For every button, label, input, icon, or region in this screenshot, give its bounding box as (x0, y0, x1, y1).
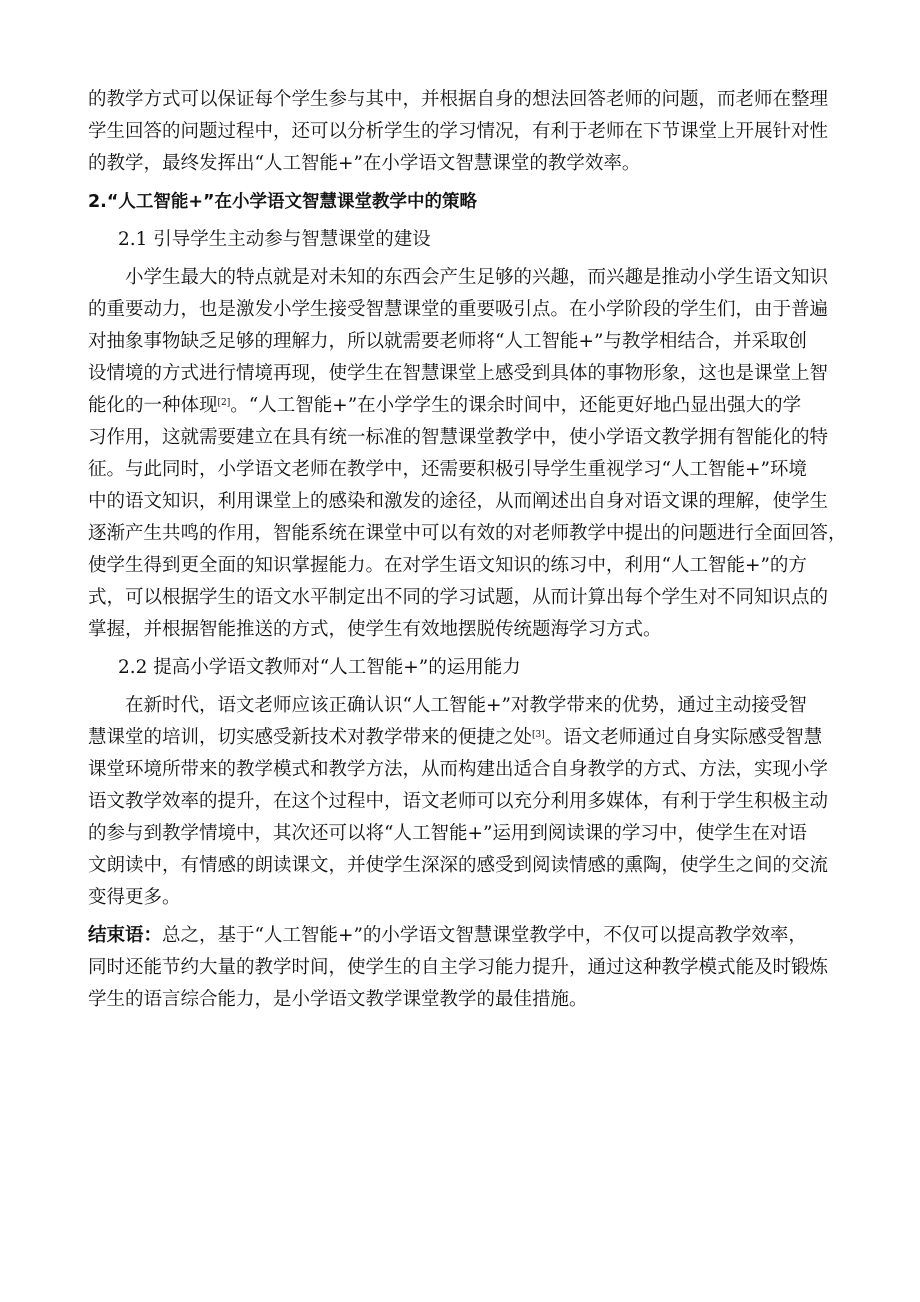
paragraph-line: 变得更多。 (88, 887, 181, 908)
paragraph-line (88, 920, 836, 952)
section-heading: 2.“人工智能+”在小学语文智慧课堂教学中的策略 (88, 192, 477, 212)
paragraph-line: 使学生得到更全面的知识掌握能力。在对学生语文知识的练习中，利用“人工智能+”的方 (88, 555, 807, 576)
citation-marker: [3] (532, 730, 545, 740)
paragraph-line: 小学生最大的特点就是对未知的东西会产生足够的兴趣，而兴趣是推动小学生语文知识 (125, 267, 829, 288)
subsection-heading: 2.1 引导学生主动参与智慧课堂的建设 (118, 229, 431, 250)
line-text: 能化的一种体现 (88, 395, 218, 416)
paragraph-line: 同时还能节约大量的教学时间，使学生的自主学习能力提升，通过这种教学模式能及时锻炼 (88, 957, 829, 978)
conclusion-label: 结束语： (88, 925, 163, 946)
line-text: 慧课堂的培训，切实感受新技术对教学带来的便捷之处 (88, 727, 533, 748)
paragraph-line: 的教学方式可以保证每个学生参与其中，并根据自身的想法回答老师的问题，而老师在整理 (88, 89, 829, 110)
section-2-2-paragraph (88, 690, 836, 914)
line-text: 。“人工智能+”在小学学生的课余时间中，还能更好地凸显出强大的学 (230, 395, 802, 416)
line-text: 总之，基于“人工智能+”的小学语文智慧课堂教学中，不仅可以提高教学效率， (162, 925, 807, 946)
line-text: 。语文老师通过自身实际感受智慧 (544, 727, 823, 748)
paragraph-line: 掌握，并根据智能推送的方式，使学生有效地摆脱传统题海学习方式。 (88, 619, 662, 640)
paragraph-line: 学生回答的问题过程中，还可以分析学生的学习情况，有利于老师在下节课堂上开展针对性 (88, 121, 829, 142)
conclusion-paragraph (88, 920, 836, 1016)
citation-marker: [2] (217, 398, 231, 408)
paragraph-line: 课堂环境所带来的教学模式和教学方法，从而构建出适合自身教学的方式、方法，实现小学 (88, 759, 829, 780)
paragraph-line (88, 722, 836, 754)
paragraph-line: 设情境的方式进行情境再现，使学生在智慧课堂上感受到具体的事物形象，这也是课堂上智 (88, 363, 829, 384)
paragraph-line: 习作用，这就需要建立在具有统一标准的智慧课堂教学中，使小学语文教学拥有智能化的特 (88, 427, 829, 448)
paragraph-line: 逐渐产生共鸣的作用，智能系统在课堂中可以有效的对老师教学中提出的问题进行全面回答， (88, 523, 847, 544)
paragraph-line: 式，可以根据学生的语文水平制定出不同的学习试题，从而计算出每个学生对不同知识点的 (88, 587, 829, 608)
paragraph-line: 语文教学效率的提升，在这个过程中，语文老师可以充分利用多媒体，有利于学生积极主动 (88, 791, 829, 812)
paragraph-line: 的参与到教学情境中，其次还可以将“人工智能+”运用到阅读课的学习中，使学生在对语 (88, 823, 807, 844)
paragraph-line (88, 390, 836, 422)
paragraph-line: 中的语文知识，利用课堂上的感染和激发的途径，从而阐述出自身对语文课的理解，使学生 (88, 491, 829, 512)
paragraph-line: 对抽象事物缺乏足够的理解力，所以就需要老师将“人工智能+”与教学相结合，并采取创 (88, 331, 807, 352)
section-2-1-paragraph (88, 262, 847, 646)
paragraph-line: 征。与此同时，小学语文老师在教学中，还需要积极引导学生重视学习“人工智能+”环境 (88, 459, 807, 480)
paragraph-line: 在新时代，语文老师应该正确认识“人工智能+”对教学带来的优势，通过主动接受智 (125, 695, 807, 716)
intro-paragraph (88, 84, 836, 180)
paragraph-line: 的重要动力，也是激发小学生接受智慧课堂的重要吸引点。在小学阶段的学生们，由于普遍 (88, 299, 829, 320)
subsection-heading: 2.2 提高小学语文教师对“人工智能+”的运用能力 (118, 657, 521, 678)
paragraph-line: 的教学，最终发挥出“人工智能+”在小学语文智慧课堂的教学效率。 (88, 153, 641, 174)
document-page (88, 84, 847, 1022)
paragraph-line: 文朗读中，有情感的朗读课文，并使学生深深的感受到阅读情感的熏陶，使学生之间的交流 (88, 855, 829, 876)
paragraph-line: 学生的语言综合能力，是小学语文教学课堂教学的最佳措施。 (88, 989, 588, 1010)
